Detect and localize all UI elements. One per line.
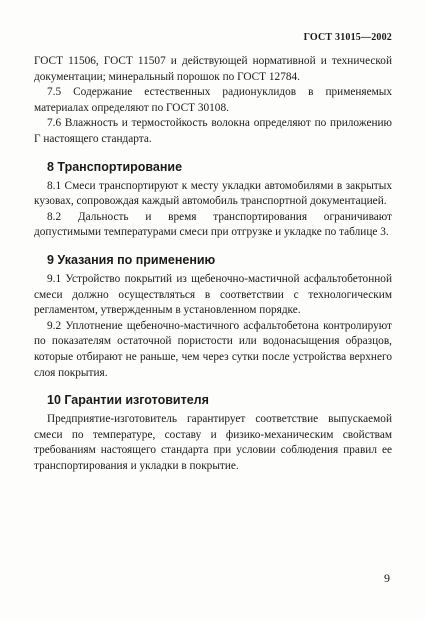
paragraph-7-5: 7.5 Содержание естественных радионуклидов в применяемых материалах определяют по ГОСТ 30108. bbox=[34, 86, 392, 114]
paragraph-7-6: 7.6 Влажность и термостойкость волокна определяют по приложению Г настоящего стандарта. bbox=[34, 117, 392, 145]
standard-header: ГОСТ 31015—2002 bbox=[303, 32, 392, 43]
paragraph-9-1: 9.1 Устройство покрытий из щебеночно-мастичной асфальтобетонной смеси должно осуществляться в соответствии с технологическим регламентом, утвержденным в установленном порядке. bbox=[34, 272, 392, 317]
paragraph-continued: ГОСТ 11506, ГОСТ 11507 и действующей нормативной и технической документации; минеральный порошок по ГОСТ 12784. bbox=[34, 55, 392, 83]
paragraph-9-2: 9.2 Уплотнение щебеночно-мастичного асфальтобетона контролируют по показателям остаточной пористости или водонасыщения образцов, которые отбирают не раньше, чем через сутки после устройства верхнего слоя покрытия. bbox=[34, 319, 392, 379]
page-content bbox=[34, 54, 392, 474]
page-number: 9 bbox=[384, 571, 390, 586]
section-8-title: 8 Транспортирование bbox=[47, 159, 183, 174]
paragraph-10: Предприятие-изготовитель гарантирует соответствие выпускаемой смеси по температуре, составу и физико-механическим свойствам требованиям настоящего стандарта при условии соблюдения правил ее транспортирования и укладки в покрытие. bbox=[34, 413, 392, 472]
paragraph-8-1: 8.1 Смеси транспортируют к месту укладки автомобилями в закрытых кузовах, сопровождая каждый автомобиль транспортной документацией. bbox=[34, 179, 392, 208]
section-10-title: 10 Гарантии изготовителя bbox=[47, 393, 209, 408]
section-9-title: 9 Указания по применению bbox=[47, 252, 216, 267]
paragraph-8-2: 8.2 Дальность и время транспортирования ограничивают допустимыми температурами смеси при отгрузке и укладке по таблице 3. bbox=[34, 210, 392, 239]
